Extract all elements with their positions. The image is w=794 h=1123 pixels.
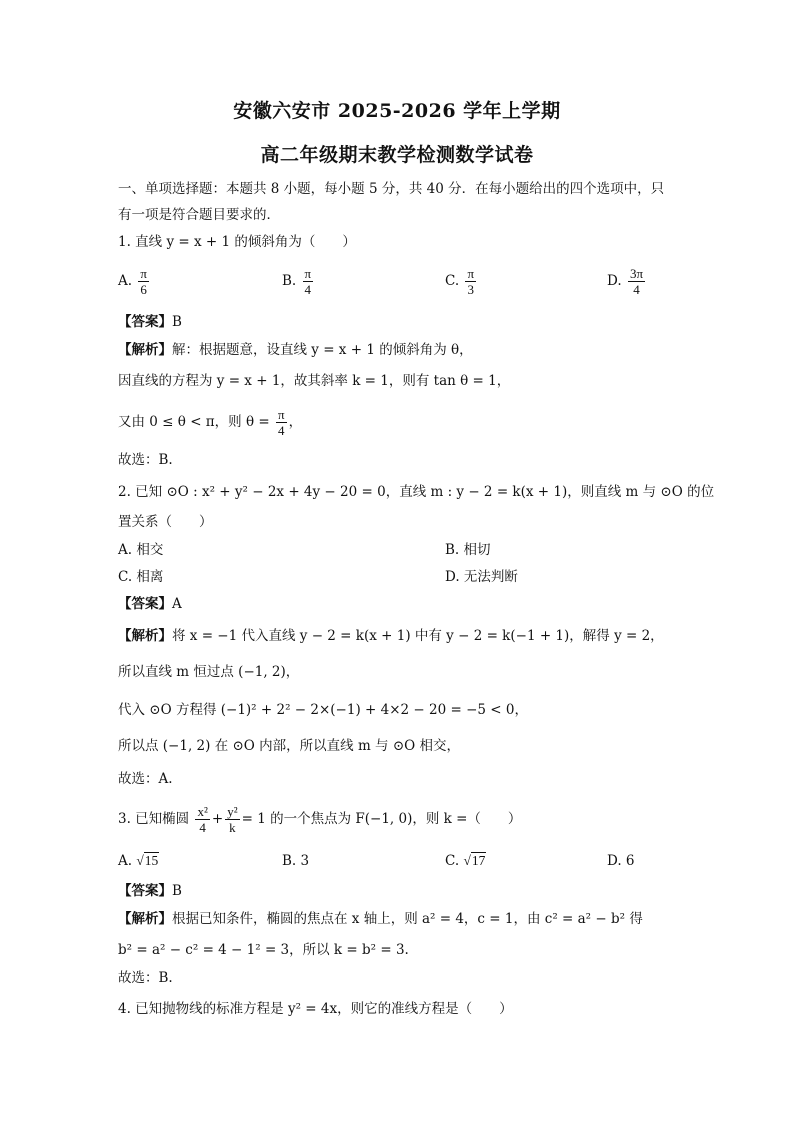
- q2-stem-line1: 2. 已知 ⊙O : x² + y² − 2x + 4y − 20 = 0，直线 m : y − 2 = k(x + 1)，则直线 m 与 ⊙O 的位: [118, 484, 715, 500]
- q2-analysis-line1: 【解析】将 x = −1 代入直线 y − 2 = k(x + 1) 中有 y − 2 = k(−1 + 1)，解得 y = 2，: [118, 628, 664, 644]
- q3-stem: 3. 已知椭圆 $\frac{\text{x²}}{4}$ + $\frac{\text{y²}}{k}$ = 1 的一个焦点为 F(−1, 0)，则 k =（ ）: [118, 804, 522, 835]
- q3-option-d: D. 6: [607, 853, 635, 869]
- q1-option-a-fraction: $\frac{\pi}{6}$: [140, 266, 147, 297]
- q3-answer: [118, 882, 698, 900]
- q1-analysis-line2: 因直线的方程为 y = x + 1，故其斜率 k = 1，则有 tan θ = 1，: [118, 373, 511, 389]
- q1-conclusion: 故选：B.: [118, 452, 173, 468]
- q1-option-a: [118, 266, 151, 297]
- q3-answer-value: B: [172, 883, 182, 899]
- q3-conclusion: 故选：B.: [118, 970, 173, 986]
- document-title-line2: 高二年级期末教学检测数学试卷: [260, 144, 534, 166]
- q1-analysis-fraction: $\frac{\pi}{4}$: [278, 407, 285, 438]
- q1-answer-tag: 【答案】: [118, 314, 172, 330]
- q3-option-a: A. √15: [118, 853, 159, 869]
- q1-answer: [118, 313, 698, 331]
- q3-stem-fraction-y: $\frac{\text{y²}}{k}$: [227, 804, 238, 835]
- q3-stem-fraction-x: $\frac{\text{x²}}{4}$: [197, 804, 208, 835]
- q3-answer-tag: 【答案】: [118, 883, 172, 899]
- q2-analysis-line3: 代入 ⊙O 方程得 (−1)² + 2² − 2×(−1) + 4×2 − 20 = −5 < 0，: [118, 702, 528, 718]
- q2-option-b: B. 相切: [445, 542, 491, 558]
- q2-analysis-line2: 所以直线 m 恒过点 (−1, 2)，: [118, 664, 300, 680]
- q2-conclusion: 故选：A.: [118, 771, 173, 787]
- q1-analysis-line1: 【解析】解：根据题意，设直线 y = x + 1 的倾斜角为 θ，: [118, 342, 473, 358]
- document-title-line1: 安徽六安市 2025-2026 学年上学期: [233, 100, 561, 122]
- q2-answer-tag: 【答案】: [118, 596, 172, 612]
- q2-analysis-tag: 【解析】: [118, 628, 172, 644]
- q1-analysis-tag: 【解析】: [118, 342, 172, 358]
- q3-option-c: C. √17: [445, 853, 486, 869]
- q2-analysis-line4: 所以点 (−1, 2) 在 ⊙O 内部，所以直线 m 与 ⊙O 相交，: [118, 738, 460, 754]
- q1-answer-value: B: [172, 314, 182, 330]
- q3-analysis-tag: 【解析】: [118, 911, 172, 927]
- q3-option-c-sqrt: √17: [463, 853, 486, 868]
- q2-stem-line2: 置关系（ ）: [118, 514, 213, 530]
- q2-option-a: A. 相交: [118, 542, 164, 558]
- q2-answer-value: A: [172, 596, 182, 612]
- q1-option-d-fraction: $\frac{3\pi}{4}$: [629, 266, 644, 297]
- q1-option-b-fraction: $\frac{\pi}{4}$: [304, 266, 312, 297]
- section-instructions-line1: 一、单项选择题：本题共 8 小题，每小题 5 分，共 40 分．在每小题给出的四个选项中，只: [118, 181, 665, 197]
- q2-answer: [118, 595, 698, 613]
- q3-analysis-line2: b² = a² − c² = 4 − 1² = 3，所以 k = b² = 3.: [118, 942, 409, 958]
- q1-option-d: [607, 266, 647, 297]
- q2-option-d: D. 无法判断: [445, 569, 518, 585]
- q1-analysis-line3: 又由 0 ≤ θ < π，则 θ = $\frac{\pi}{4}$ ，: [118, 407, 303, 438]
- q1-stem: 1. 直线 y = x + 1 的倾斜角为（ ）: [118, 234, 356, 250]
- q1-option-a-label: A.: [118, 273, 133, 289]
- q2-option-c: C. 相离: [118, 569, 164, 585]
- q1-option-b: [282, 266, 315, 297]
- q4-stem: 4. 已知抛物线的标准方程是 y² = 4x，则它的准线方程是（ ）: [118, 1001, 513, 1017]
- q1-option-c: [445, 266, 478, 297]
- q3-option-b: B. 3: [282, 853, 310, 869]
- section-instructions-line2: 有一项是符合题目要求的．: [118, 207, 280, 223]
- q1-option-d-label: D.: [607, 273, 622, 289]
- q3-analysis-line1: 【解析】根据已知条件，椭圆的焦点在 x 轴上，则 a² = 4，c = 1，由 c² = a² − b² 得: [118, 911, 643, 927]
- q1-option-c-label: C.: [445, 273, 460, 289]
- q3-option-a-sqrt: √15: [136, 853, 159, 868]
- q1-option-b-label: B.: [282, 273, 297, 289]
- q1-option-c-fraction: $\frac{\pi}{3}$: [467, 266, 475, 297]
